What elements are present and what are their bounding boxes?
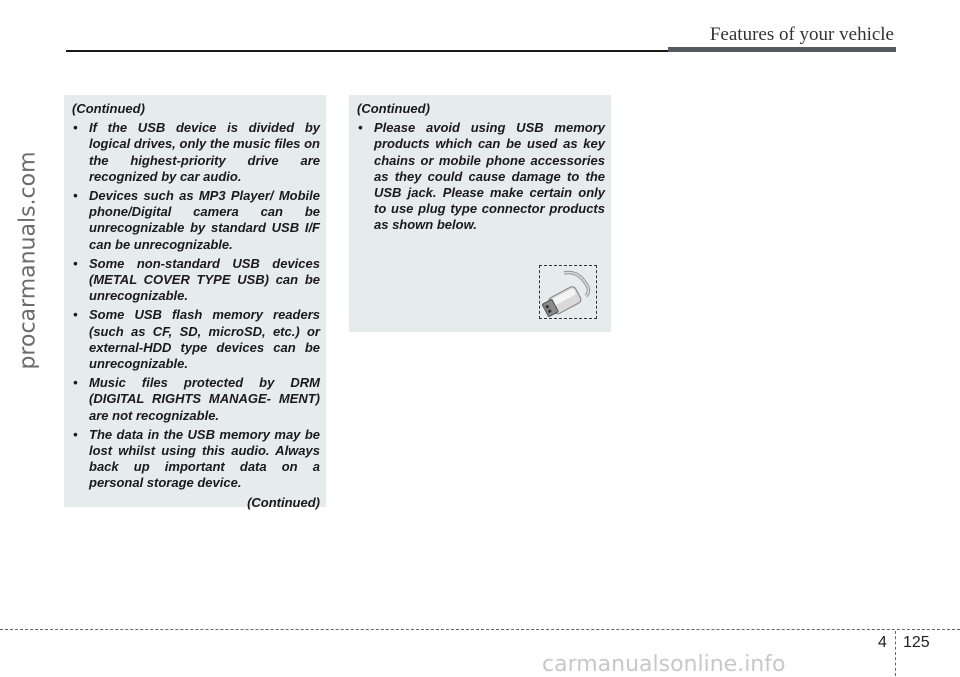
- note-box-left: [64, 95, 326, 510]
- continued-label-top: (Continued): [357, 101, 430, 116]
- list-item: • Music files protected by DRM (DIGITAL RIGHTS MANAGE- MENT) are not recognizable.: [72, 375, 320, 424]
- section-title: Features of your vehicle: [709, 24, 894, 45]
- list-item: • Some non-standard USB devices (METAL COVER TYPE USB) can be unrecognizable.: [72, 256, 320, 305]
- usb-plug-image: [539, 265, 597, 319]
- list-item: • Please avoid using USB memory products which can be used as key chains or mobile phone accessories as they could cause damage to the USB jack. Please make certain only to use plug type connector products as shown below.: [357, 120, 605, 233]
- side-watermark-text: procarmanuals.com: [15, 150, 41, 370]
- continued-label-top: (Continued): [72, 101, 145, 116]
- note-list: [72, 120, 320, 491]
- usb-plug-icon: [540, 266, 596, 318]
- list-item: • The data in the USB memory may be lost whilst using this audio. Always back up important data on a personal storage device.: [72, 427, 320, 492]
- side-watermark: [6, 60, 50, 460]
- header-rule: [66, 50, 672, 52]
- footer-rule: [0, 629, 960, 630]
- chapter-number: 4: [878, 634, 887, 651]
- bottom-watermark: carmanualsonline.info: [542, 652, 786, 677]
- list-item: • If the USB device is divided by logical drives, only the music files on the highest-priority drive are recognized by car audio.: [72, 120, 320, 185]
- page-number: 125: [903, 634, 930, 651]
- header-accent-bar: [668, 47, 896, 52]
- list-item: • Devices such as MP3 Player/ Mobile phone/Digital camera can be unrecognizable by standard USB I/F can be unrecognizable.: [72, 188, 320, 253]
- footer-separator: [895, 631, 896, 676]
- note-box-right: [349, 95, 611, 332]
- continued-label-bottom: (Continued): [247, 494, 320, 510]
- note-list: [357, 120, 605, 233]
- list-item: • Some USB flash memory readers (such as CF, SD, microSD, etc.) or external-HDD type devices can be unrecognizable.: [72, 307, 320, 372]
